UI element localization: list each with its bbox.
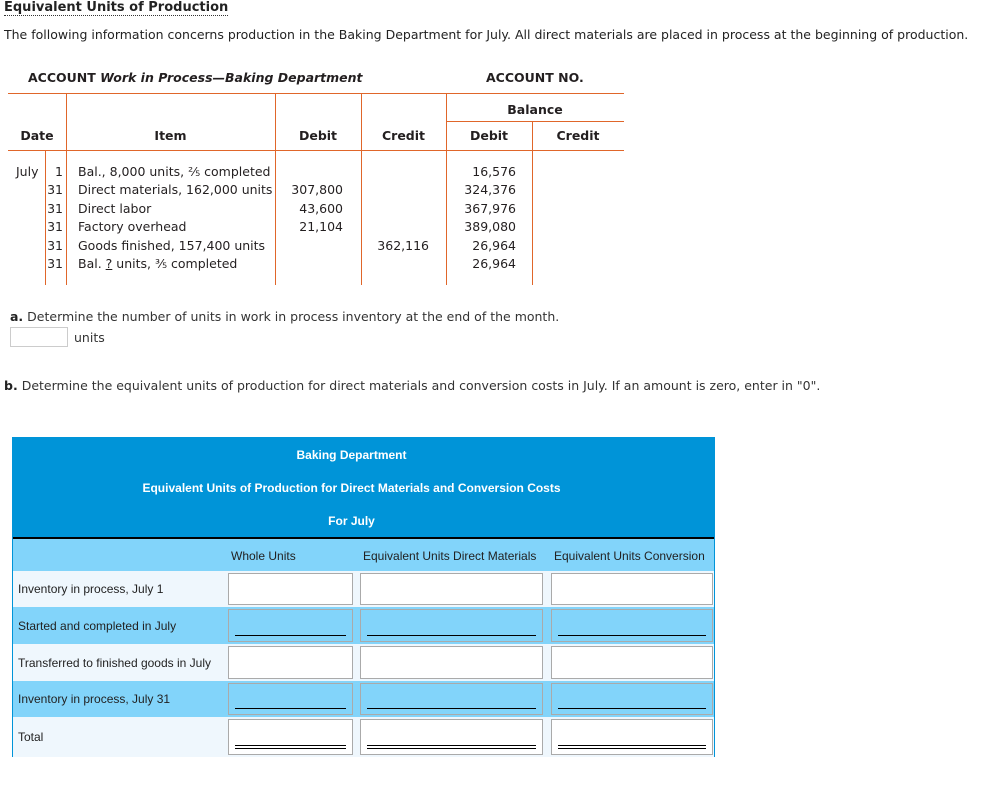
amount-input-direct-materials[interactable] xyxy=(360,719,543,755)
table-header xyxy=(13,438,714,539)
amount-input-direct-materials[interactable] xyxy=(360,573,543,605)
amount-input-conversion[interactable] xyxy=(551,646,713,679)
part-b-label: b. xyxy=(4,378,18,393)
row-credit: 362,116 xyxy=(377,238,429,253)
divider xyxy=(8,93,624,94)
item-prefix: Bal. xyxy=(78,256,106,271)
row-debit: 21,104 xyxy=(299,219,343,234)
part-a-text: Determine the number of units in work in process inventory at the end of the month. xyxy=(27,309,560,324)
header-debit: Debit xyxy=(298,128,338,143)
col-eu-direct-materials: Equivalent Units Direct Materials xyxy=(363,549,537,563)
single-underline xyxy=(367,708,536,709)
units-input[interactable] xyxy=(10,327,68,347)
col-whole-units: Whole Units xyxy=(231,549,296,563)
row-label: Inventory in process, July 31 xyxy=(18,692,171,706)
row-label: Total xyxy=(18,730,44,744)
amount-input-conversion[interactable] xyxy=(551,609,713,642)
header-balance: Balance xyxy=(507,102,563,117)
table-row xyxy=(13,717,714,757)
amount-input-direct-materials[interactable] xyxy=(360,609,543,642)
page-title: Equivalent Units of Production xyxy=(4,0,229,15)
units-label: units xyxy=(74,330,105,345)
divider xyxy=(361,93,362,285)
part-b-question xyxy=(4,378,820,393)
single-underline xyxy=(367,635,536,636)
account-no-label: ACCOUNT NO. xyxy=(486,70,584,85)
row-balance-debit: 16,576 xyxy=(472,164,516,179)
single-underline xyxy=(558,708,706,709)
row-balance-debit: 324,376 xyxy=(464,182,516,197)
single-underline xyxy=(558,635,706,636)
row-debit: 43,600 xyxy=(299,201,343,216)
unknown-marker: ? xyxy=(105,256,113,271)
row-item: Goods finished, 157,400 units xyxy=(78,238,266,253)
table-title-department: Baking Department xyxy=(296,448,407,462)
double-underline xyxy=(367,745,536,749)
amount-input-whole-units[interactable] xyxy=(228,683,353,715)
row-day: 31 xyxy=(47,182,63,197)
amount-input-whole-units[interactable] xyxy=(228,646,353,679)
item-suffix: units, ⅗ completed xyxy=(112,256,238,271)
table-title-schedule: Equivalent Units of Production for Direct Materials and Conversion Costs xyxy=(142,481,561,495)
row-item xyxy=(78,256,237,271)
divider xyxy=(66,93,67,285)
divider xyxy=(446,121,624,122)
double-underline xyxy=(235,745,346,749)
account-name: Work in Process—Baking Department xyxy=(100,70,363,85)
single-underline xyxy=(235,708,346,709)
header-item: Item xyxy=(154,128,187,143)
amount-input-direct-materials[interactable] xyxy=(360,646,543,679)
row-day: 31 xyxy=(47,238,63,253)
row-day: 31 xyxy=(47,219,63,234)
row-label: Inventory in process, July 1 xyxy=(18,582,164,596)
row-day: 31 xyxy=(47,201,63,216)
part-a-label: a. xyxy=(10,309,24,324)
amount-input-conversion[interactable] xyxy=(551,719,713,755)
column-header-row xyxy=(13,539,714,571)
table-row xyxy=(13,681,714,717)
amount-input-whole-units[interactable] xyxy=(228,573,353,605)
table-row xyxy=(13,571,714,607)
part-a-question xyxy=(10,309,559,324)
row-item: Bal., 8,000 units, ⅖ completed xyxy=(78,164,271,179)
amount-input-direct-materials[interactable] xyxy=(360,683,543,715)
row-item: Factory overhead xyxy=(78,219,187,234)
single-underline xyxy=(235,635,346,636)
row-month: July xyxy=(16,164,39,179)
header-balance-debit: Debit xyxy=(469,128,509,143)
col-eu-conversion: Equivalent Units Conversion xyxy=(554,549,705,563)
row-debit: 307,800 xyxy=(291,182,343,197)
row-label: Transferred to finished goods in July xyxy=(18,655,211,670)
row-item: Direct materials, 162,000 units xyxy=(78,182,273,197)
row-balance-debit: 367,976 xyxy=(464,201,516,216)
amount-input-conversion[interactable] xyxy=(551,573,713,605)
account-title xyxy=(28,70,363,85)
row-day: 31 xyxy=(47,256,63,271)
row-balance-debit: 26,964 xyxy=(472,256,516,271)
double-underline xyxy=(558,745,706,749)
row-balance-debit: 26,964 xyxy=(472,238,516,253)
divider xyxy=(532,121,533,285)
header-balance-credit: Credit xyxy=(556,128,600,143)
row-item: Direct labor xyxy=(78,201,152,216)
intro-text: The following information concerns production in the Baking Department for July. All direct materials are placed in process at the beginning of production. xyxy=(4,27,969,42)
row-label: Started and completed in July xyxy=(18,618,177,633)
account-label: ACCOUNT xyxy=(28,70,96,85)
table-row xyxy=(13,607,714,644)
equivalent-units-table xyxy=(12,437,715,757)
header-credit: Credit xyxy=(381,128,426,143)
amount-input-whole-units[interactable] xyxy=(228,719,353,755)
header-date: Date xyxy=(20,128,54,143)
amount-input-whole-units[interactable] xyxy=(228,609,353,642)
table-row xyxy=(13,644,714,681)
amount-input-conversion[interactable] xyxy=(551,683,713,715)
row-balance-debit: 389,080 xyxy=(464,219,516,234)
part-b-text: Determine the equivalent units of production for direct materials and conversion costs in July. If an amount is zero, enter in "0". xyxy=(21,378,821,393)
table-title-period: For July xyxy=(328,514,375,528)
row-day: 1 xyxy=(55,164,63,179)
